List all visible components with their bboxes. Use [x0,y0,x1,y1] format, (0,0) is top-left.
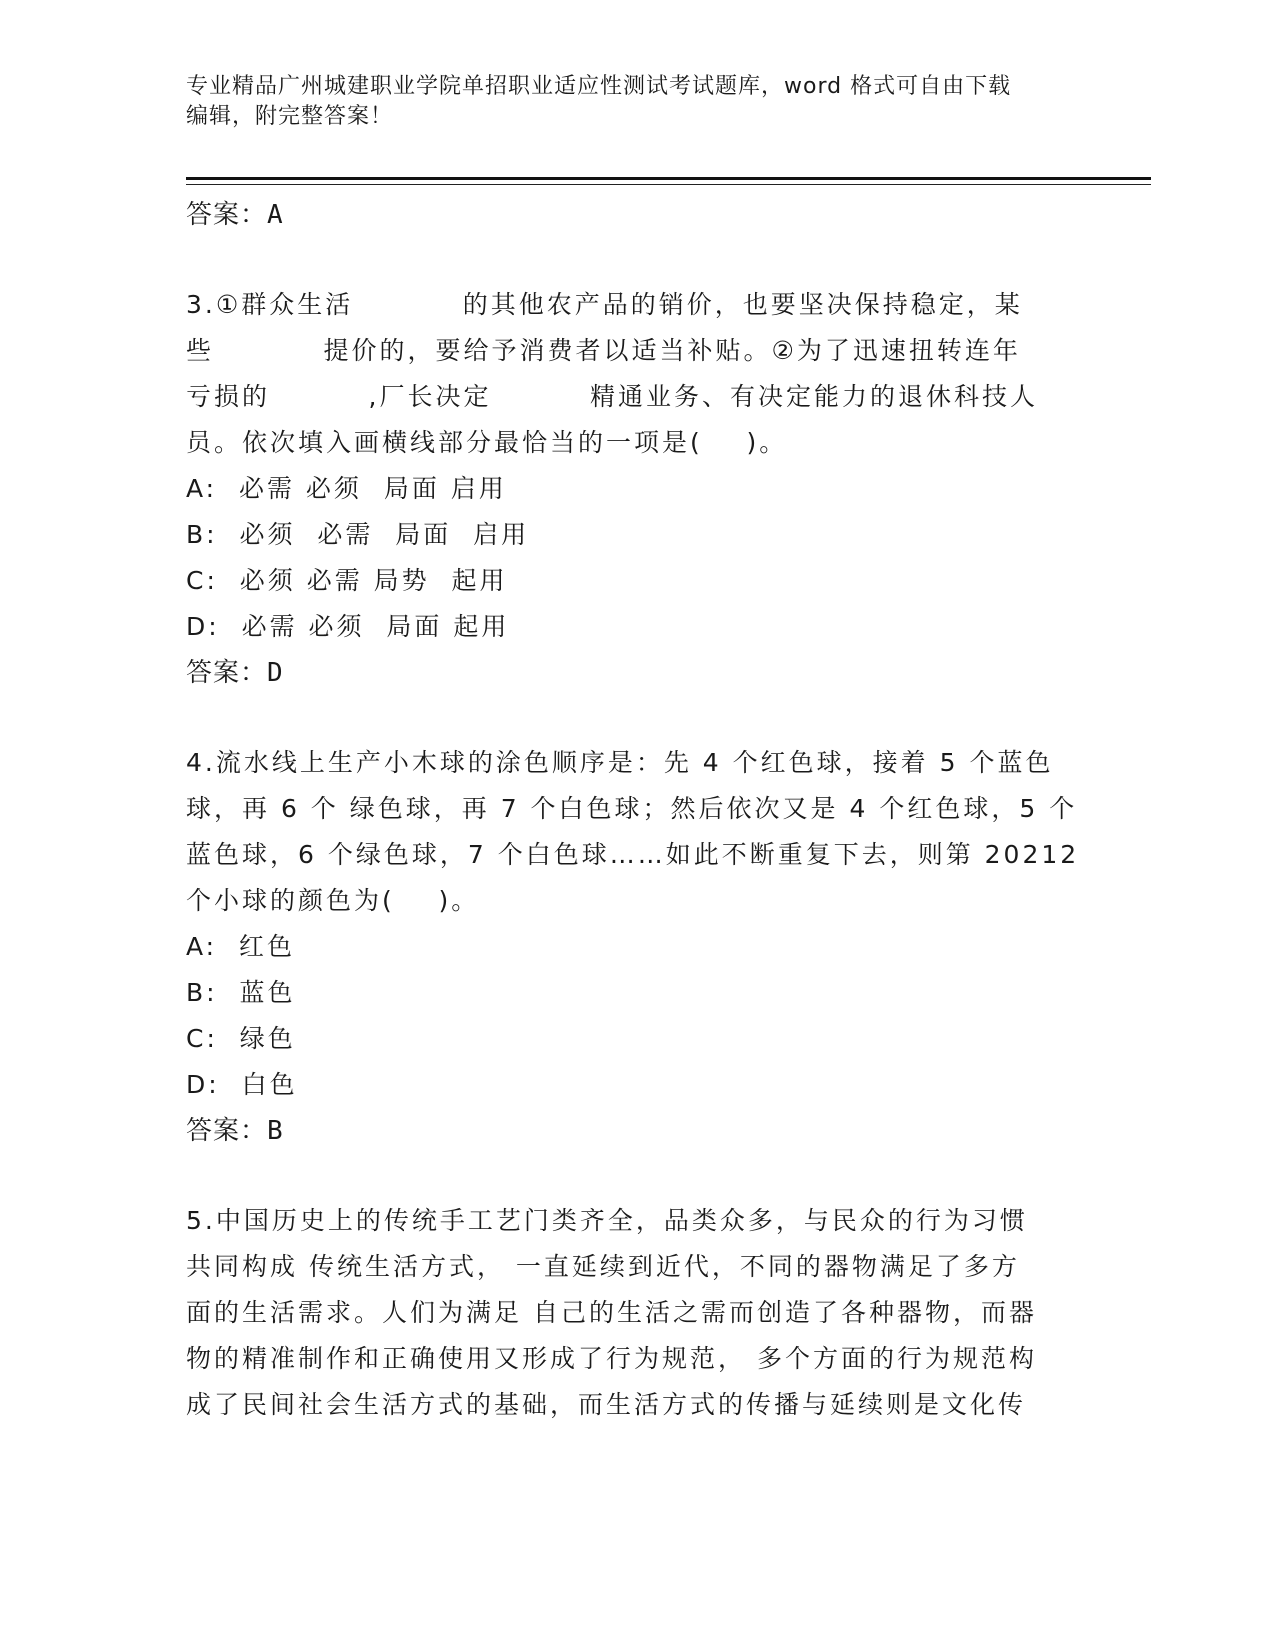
question-3 [186,282,1071,696]
previous-answer: 答案：A [186,200,284,230]
question-4-line: 个小球的颜色为( )。 [186,886,480,915]
question-5 [186,1198,1071,1428]
question-4-line: 4.流水线上生产小木球的涂色顺序是：先 4 个红色球，接着 5 个蓝色 [186,748,1054,777]
question-3-line: 些 提价的，要给予消费者以适当补贴。②为了迅速扭转连年 [186,336,1021,365]
page-header [186,72,1066,132]
spacer [186,238,1071,282]
question-5-line: 成了民间社会生活方式的基础，而生活方式的传播与延续则是文化传 [186,1390,1027,1419]
question-3-option-d: D: 必需 必须 局面 起用 [186,612,510,641]
question-3-line: 亏损的 ,厂长决定 精通业务、有决定能力的退休科技人 [186,382,1038,411]
question-3-line: 员。依次填入画横线部分最恰当的一项是( )。 [186,428,788,457]
question-4-option-a: A: 红色 [186,932,295,961]
question-5-line: 共同构成 传统生活方式， 一直延续到近代，不同的器物满足了多方 [186,1252,1020,1281]
question-3-option-a: A: 必需 必须 局面 启用 [186,474,507,503]
question-4-option-b: B: 蓝色 [186,978,296,1007]
header-line-1: 专业精品广州城建职业学院单招职业适应性测试考试题库，word 格式可自由下载 [186,74,1012,99]
header-rule-thin [186,184,1151,185]
question-5-line: 5.中国历史上的传统手工艺门类齐全，品类众多，与民众的行为习惯 [186,1206,1028,1235]
spacer [186,1154,1071,1198]
question-5-line: 面的生活需求。人们为满足 自己的生活之需而创造了各种器物，而器 [186,1298,1037,1327]
question-4-option-d: D: 白色 [186,1070,298,1099]
spacer [186,696,1071,740]
question-3-option-b: B: 必须 必需 局面 启用 [186,520,530,549]
question-content [186,192,1080,1428]
question-5-line: 物的精准制作和正确使用又形成了行为规范， 多个方面的行为规范构 [186,1344,1037,1373]
question-4 [186,740,1080,1154]
question-3-answer: 答案：D [186,658,284,688]
header-rule-thick [186,177,1151,180]
question-4-answer: 答案：B [186,1116,284,1146]
question-4-line: 蓝色球，6 个绿色球，7 个白色球……如此不断重复下去，则第 20212 [186,840,1080,869]
question-4-line: 球，再 6 个 绿色球，再 7 个白色球；然后依次又是 4 个红色球，5 个 [186,794,1078,823]
question-3-option-c: C: 必须 必需 局势 起用 [186,566,508,595]
header-line-2: 编辑，附完整答案！ [186,104,394,129]
question-4-option-c: C: 绿色 [186,1024,296,1053]
question-3-line: 3.①群众生活 的其他农产品的销价，也要坚决保持稳定，某 [186,290,1023,319]
